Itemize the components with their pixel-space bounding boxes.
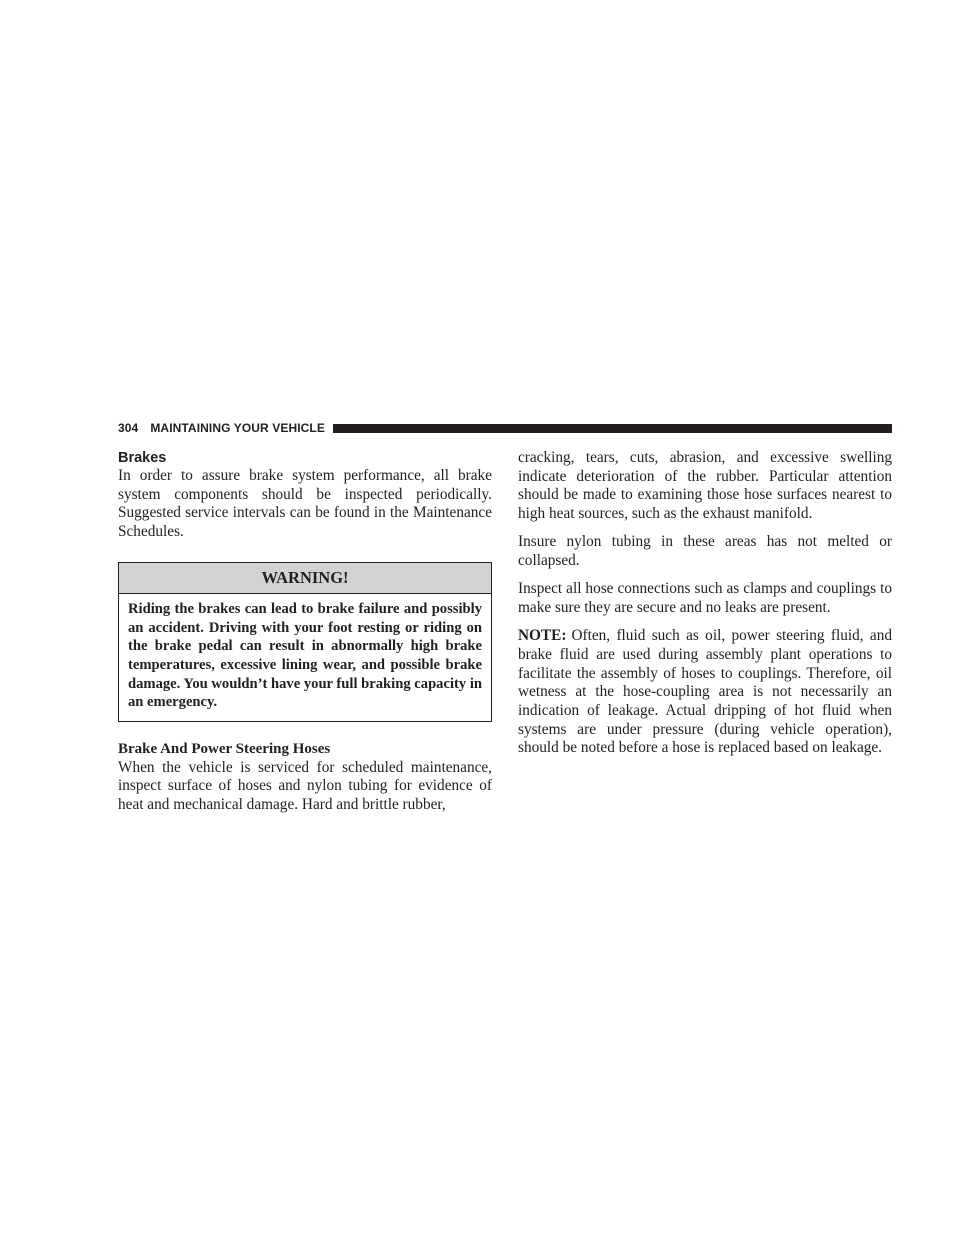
hose-connections-paragraph: Inspect all hose connections such as clamps and couplings to make sure they are secure and no leaks are present. xyxy=(518,580,892,616)
warning-text: Riding the brakes can lead to brake failure and possibly an accident. Driving with your foot resting or riding on the brake pedal can result in abnormally high brake temperatures, excessive lining wear, and possible brake damage. You wouldn’t have your full braking capacity in an emergency. xyxy=(128,600,482,711)
hoses-heading: Brake And Power Steering Hoses xyxy=(118,741,331,758)
header-rule xyxy=(333,424,892,433)
hoses-paragraph: When the vehicle is serviced for scheduled maintenance, inspect surface of hoses and nylon tubing for evidence of heat and mechanical damage. Hard and brittle rubber, xyxy=(118,758,492,814)
right-column xyxy=(518,449,892,768)
page-header xyxy=(118,420,892,436)
brakes-heading: Brakes xyxy=(118,450,167,466)
note-label: NOTE: xyxy=(518,627,567,645)
warning-title: WARNING! xyxy=(119,563,491,594)
note-paragraph xyxy=(518,627,892,758)
section-title: MAINTAINING YOUR VEHICLE xyxy=(150,421,325,435)
note-text: Often, fluid such as oil, power steering fluid, and brake fluid are used during assembly plant operations to facilitate the assembly of hoses to couplings. Therefore, oil wetness at the hose-coupling area is not necessarily an indication of leakage. Actual dripping of hot fluid when systems are under pressure (during vehicle operation), should be noted before a hose is replaced based on leakage. xyxy=(518,627,892,757)
page-number: 304 xyxy=(118,421,139,435)
brakes-intro: In order to assure brake system performance, all brake system components should be inspected periodically. Suggested service intervals can be found in the Maintenance Schedules. xyxy=(118,467,492,541)
warning-box xyxy=(118,562,492,722)
deterioration-paragraph: cracking, tears, cuts, abrasion, and excessive swelling indicate deterioration of the rubber. Particular attention should be made to examining those hose surfaces nearest to high heat sources, such as the exhaust manifold. xyxy=(518,449,892,523)
left-column xyxy=(118,449,492,815)
nylon-tubing-paragraph: Insure nylon tubing in these areas has not melted or collapsed. xyxy=(518,533,892,570)
